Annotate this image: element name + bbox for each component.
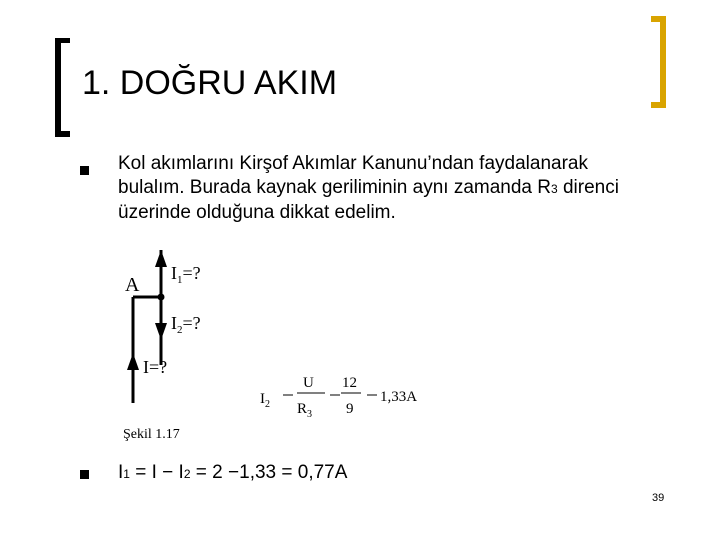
bullet-line-1: Kol akımlarını Kirşof Akımlar Kanunu’ndan faydalanarak bbox=[118, 153, 588, 174]
right-bracket bbox=[645, 15, 675, 110]
bullet-line-2 bbox=[118, 176, 678, 201]
arrow-i1-up bbox=[155, 250, 167, 267]
i-label: I=? bbox=[143, 357, 168, 377]
formula-den2: 9 bbox=[346, 401, 354, 417]
bullet-text-1 bbox=[118, 152, 678, 225]
eq-i1: I bbox=[118, 462, 124, 483]
bullet-marker-2 bbox=[80, 470, 89, 479]
i2-label: $I_2=$? bbox=[171, 313, 201, 336]
node-dot bbox=[158, 294, 165, 301]
eq-rest: = 2 −1,33 = 0,77A bbox=[190, 462, 348, 483]
eq-i2-sub: 2 bbox=[183, 467, 191, 481]
bullet-marker-1 bbox=[80, 166, 89, 175]
formula-result: 1,33A bbox=[380, 389, 418, 405]
i1-label: $I_1=$? bbox=[171, 263, 201, 286]
r3-subscript: 3 bbox=[551, 182, 558, 196]
formula-lhs: $I_2$ bbox=[260, 391, 270, 410]
bullet-line-2-end: direnci bbox=[557, 177, 619, 198]
node-label: A bbox=[125, 274, 140, 296]
bullet-line-3: üzerinde olduğuna dikkat edelim. bbox=[118, 202, 396, 223]
arrow-i-up bbox=[127, 353, 139, 370]
formula-num2: 12 bbox=[342, 375, 357, 391]
formula-den1: $R_3$ bbox=[297, 401, 313, 420]
figure-caption: Şekil 1.17 bbox=[123, 427, 180, 442]
bullet-line-2-text: bulalım. Burada kaynak geriliminin aynı zamanda R bbox=[118, 177, 551, 198]
arrow-i2-down bbox=[155, 323, 167, 340]
circuit-figure bbox=[115, 245, 455, 445]
left-bracket bbox=[48, 38, 78, 138]
page-number: 39 bbox=[652, 492, 665, 504]
formula-num1: U bbox=[303, 375, 314, 391]
eq-i1-sub: 1 bbox=[123, 467, 130, 481]
eq-middle: = I − I bbox=[129, 462, 184, 483]
bullet-text-2 bbox=[118, 462, 347, 484]
page-title: 1. DOĞRU AKIM bbox=[82, 64, 338, 102]
